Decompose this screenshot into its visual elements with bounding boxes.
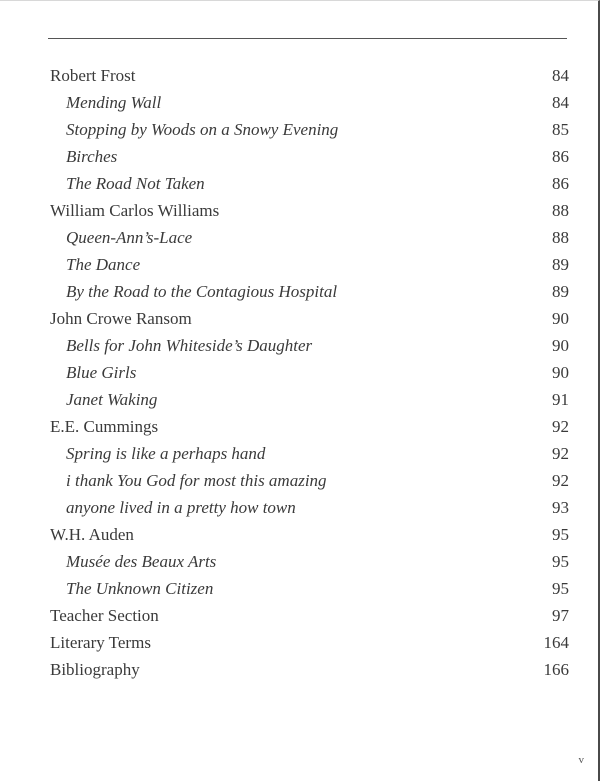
toc-entry-page-number: 92 <box>552 417 569 436</box>
toc-entry-page-number: 95 <box>552 579 569 598</box>
toc-entry-poem <box>0 278 600 305</box>
toc-entry-back <box>0 656 600 683</box>
toc-entry-title: Blue Girls <box>66 363 137 382</box>
toc-entry-title: The Road Not Taken <box>66 174 205 193</box>
toc-entry-page-number: 88 <box>552 201 569 220</box>
toc-entry-page-number: 91 <box>552 390 569 409</box>
toc-entry-page-number: 88 <box>552 228 569 247</box>
toc-entry-title: Spring is like a perhaps hand <box>66 444 266 463</box>
toc-entry-title: Literary Terms <box>50 633 151 652</box>
toc-entry-page-number: 97 <box>552 606 569 625</box>
toc-entry-poem <box>0 386 600 413</box>
page-folio: v <box>578 754 584 766</box>
toc-entry-title: Janet Waking <box>66 390 158 409</box>
toc-entry-page-number: 93 <box>552 498 569 517</box>
toc-entry-page-number: 86 <box>552 174 569 193</box>
table-of-contents <box>0 62 600 683</box>
toc-entry-page-number: 92 <box>552 471 569 490</box>
top-rule <box>48 38 567 39</box>
toc-entry-page-number: 166 <box>543 660 569 679</box>
toc-entry-title: Birches <box>66 147 118 166</box>
toc-entry-page-number: 90 <box>552 309 569 328</box>
toc-entry-title: Teacher Section <box>50 606 159 625</box>
toc-entry-author <box>0 197 600 224</box>
toc-entry-author <box>0 62 600 89</box>
toc-entry-back <box>0 602 600 629</box>
toc-entry-poem <box>0 116 600 143</box>
toc-entry-title: i thank You God for most this amazing <box>66 471 327 490</box>
toc-entry-page-number: 95 <box>552 552 569 571</box>
toc-entry-poem <box>0 224 600 251</box>
toc-entry-poem <box>0 494 600 521</box>
toc-entry-page-number: 85 <box>552 120 569 139</box>
toc-entry-title: Musée des Beaux Arts <box>66 552 217 571</box>
toc-entry-poem <box>0 251 600 278</box>
toc-entry-poem <box>0 467 600 494</box>
toc-entry-page-number: 95 <box>552 525 569 544</box>
toc-entry-title: By the Road to the Contagious Hospital <box>66 282 338 301</box>
toc-entry-poem <box>0 440 600 467</box>
toc-entry-poem <box>0 575 600 602</box>
toc-entry-title: W.H. Auden <box>50 525 134 544</box>
toc-entry-title: Queen-Ann’s-Lace <box>66 228 193 247</box>
toc-entry-title: William Carlos Williams <box>50 201 220 220</box>
toc-entry-page-number: 89 <box>552 255 569 274</box>
toc-entry-poem <box>0 170 600 197</box>
toc-entry-page-number: 84 <box>552 66 569 85</box>
toc-entry-poem <box>0 143 600 170</box>
toc-entry-poem <box>0 89 600 116</box>
toc-entry-page-number: 90 <box>552 363 569 382</box>
toc-entry-author <box>0 413 600 440</box>
toc-entry-title: Robert Frost <box>50 66 136 85</box>
toc-entry-back <box>0 629 600 656</box>
toc-entry-page-number: 92 <box>552 444 569 463</box>
toc-entry-title: anyone lived in a pretty how town <box>66 498 296 517</box>
toc-entry-poem <box>0 359 600 386</box>
toc-entry-title: The Unknown Citizen <box>66 579 214 598</box>
toc-entry-page-number: 86 <box>552 147 569 166</box>
toc-entry-poem <box>0 548 600 575</box>
toc-entry-title: John Crowe Ransom <box>50 309 192 328</box>
toc-entry-title: Stopping by Woods on a Snowy Evening <box>66 120 339 139</box>
toc-entry-poem <box>0 332 600 359</box>
toc-entry-page-number: 90 <box>552 336 569 355</box>
toc-entry-title: Bibliography <box>50 660 140 679</box>
toc-entry-page-number: 164 <box>543 633 569 652</box>
toc-entry-title: E.E. Cummings <box>50 417 159 436</box>
toc-entry-page-number: 89 <box>552 282 569 301</box>
toc-entry-author <box>0 521 600 548</box>
toc-entry-title: The Dance <box>66 255 141 274</box>
toc-entry-title: Bells for John Whiteside’s Daughter <box>66 336 313 355</box>
toc-entry-page-number: 84 <box>552 93 569 112</box>
toc-entry-title: Mending Wall <box>66 93 162 112</box>
toc-entry-author <box>0 305 600 332</box>
